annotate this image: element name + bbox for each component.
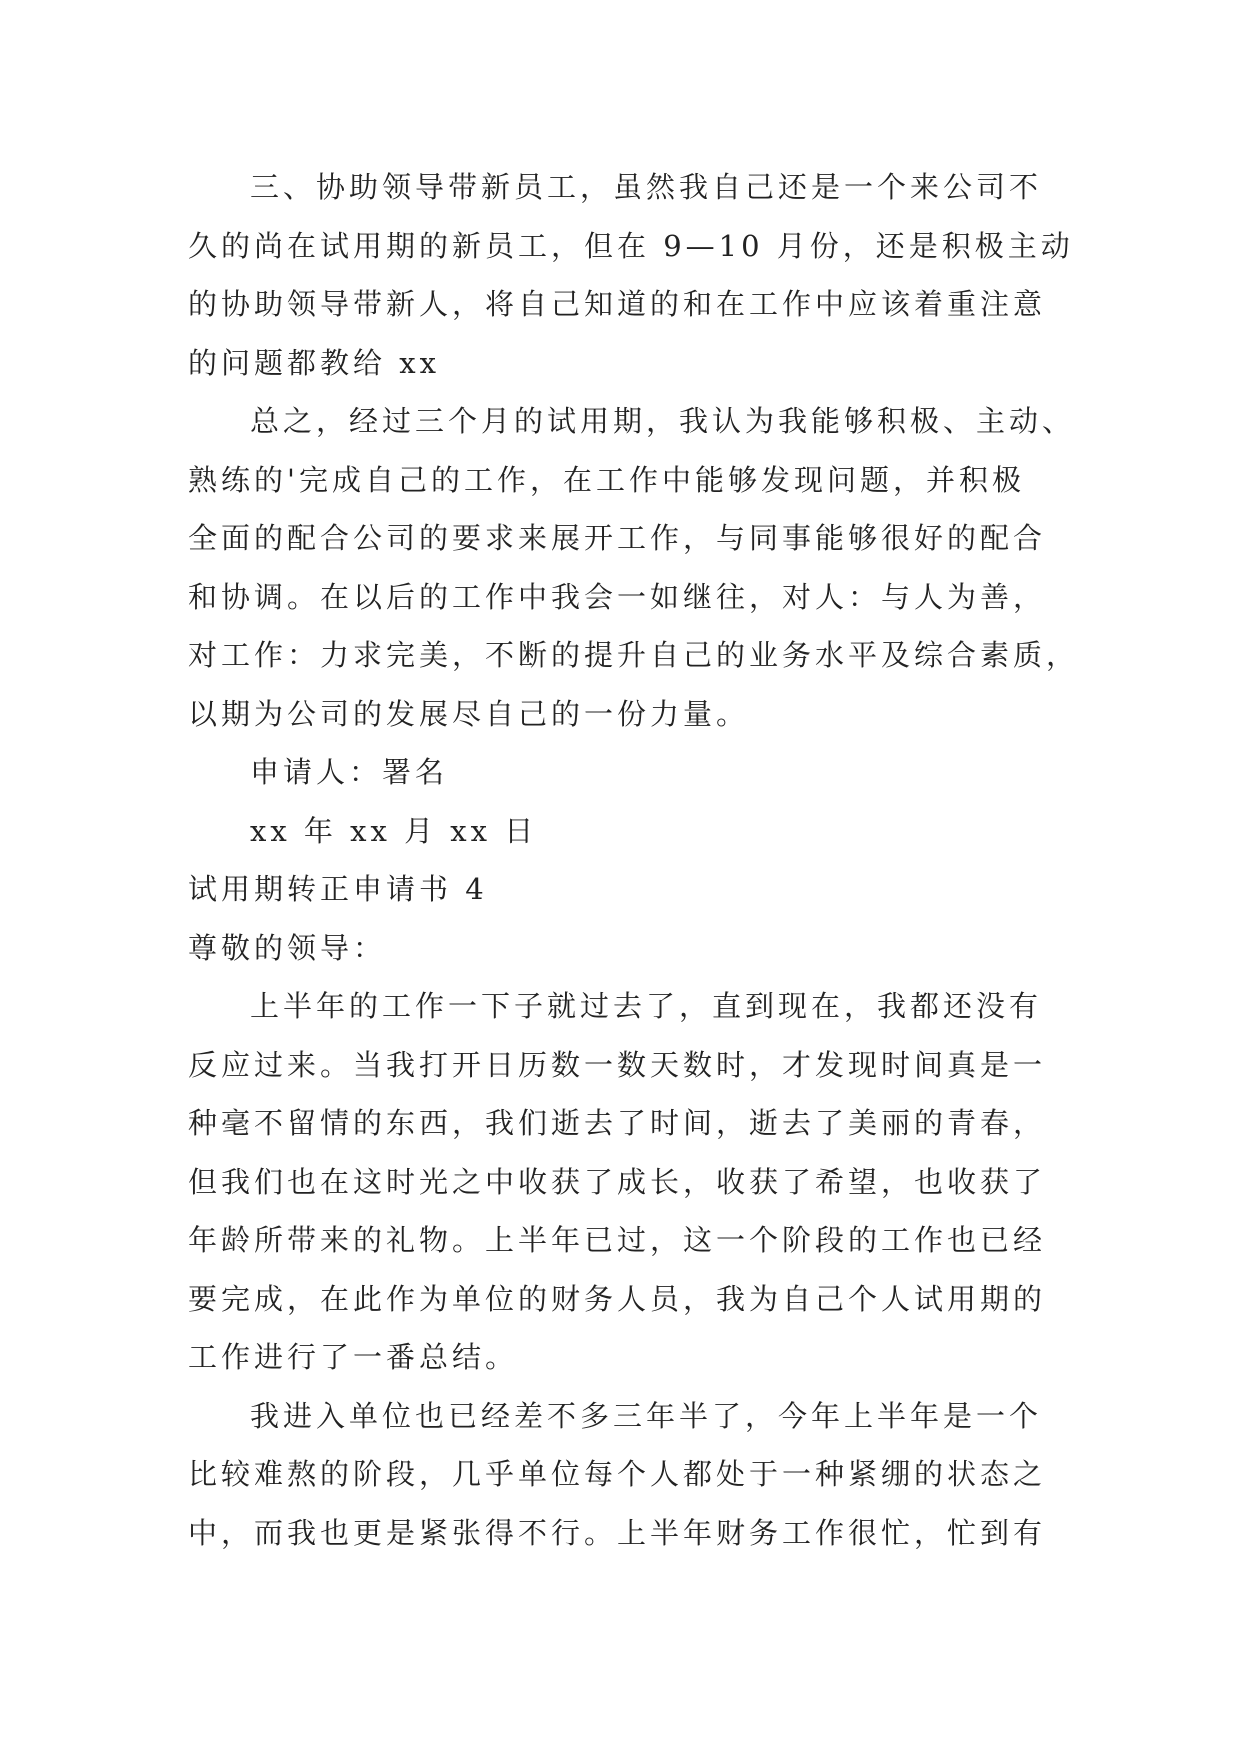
section-title: 试用期转正申请书 4	[188, 872, 488, 906]
text-line: 比较难熬的阶段，几乎单位每个人都处于一种紧绷的状态之	[188, 1457, 1047, 1491]
text-line: 总之，经过三个月的试用期，我认为我能够积极、主动、	[250, 404, 1076, 438]
text-line: 的协助领导带新人，将自己知道的和在工作中应该着重注意	[188, 287, 1047, 321]
text-line: 但我们也在这时光之中收获了成长，收获了希望，也收获了	[188, 1164, 1047, 1199]
text-line: 工作进行了一番总结。	[188, 1340, 519, 1374]
salutation: 尊敬的领导：	[188, 930, 387, 965]
text-line: 以期为公司的发展尽自己的一份力量。	[188, 696, 750, 731]
text-line: 全面的配合公司的要求来展开工作，与同事能够很好的配合	[188, 521, 1047, 555]
text-line: 我进入单位也已经差不多三年半了，今年上半年是一个	[250, 1398, 1043, 1433]
text-line: 和协调。在以后的工作中我会一如继往，对人：与人为善，	[188, 579, 1047, 614]
text-line: 久的尚在试用期的新员工，但在 9—10 月份，还是积极主动	[188, 228, 1074, 263]
document-body	[188, 158, 1080, 1562]
text-line: 反应过来。当我打开日历数一数天数时，才发现时间真是一	[188, 1047, 1047, 1082]
text-line: 中，而我也更是紧张得不行。上半年财务工作很忙，忙到有	[188, 1515, 1047, 1550]
text-line: 种毫不留情的东西，我们逝去了时间，逝去了美丽的青春，	[188, 1106, 1047, 1140]
text-line: 三、协助领导带新员工，虽然我自己还是一个来公司不	[250, 170, 1043, 204]
text-line: 年龄所带来的礼物。上半年已过，这一个阶段的工作也已经	[188, 1223, 1047, 1257]
text-line: 的问题都教给 xx	[188, 345, 440, 380]
text-line: 上半年的工作一下子就过去了，直到现在，我都还没有	[250, 989, 1043, 1023]
date-line: xx 年 xx 月 xx 日	[250, 813, 538, 848]
text-line: 对工作：力求完美，不断的提升自己的业务水平及综合素质，	[188, 638, 1080, 672]
text-line: 熟练的'完成自己的工作，在工作中能够发现问题，并积极	[188, 462, 1025, 497]
signature-line: 申请人：署名	[250, 755, 449, 789]
text-line: 要完成，在此作为单位的财务人员，我为自己个人试用期的	[188, 1281, 1047, 1316]
